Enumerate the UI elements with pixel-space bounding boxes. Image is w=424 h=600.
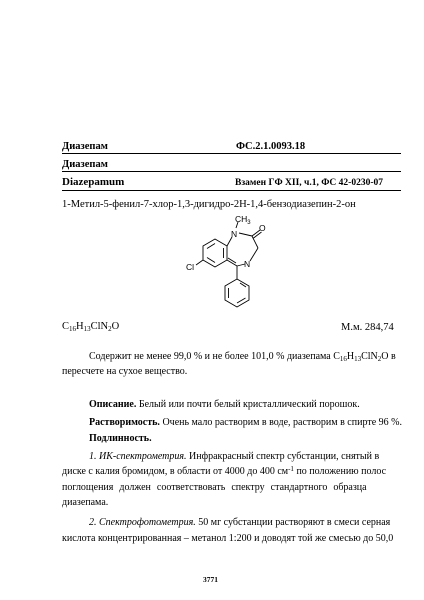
atom-n1: N	[231, 229, 238, 239]
monograph-code: ФС.2.1.0093.18	[236, 141, 306, 152]
atom-n4: N	[244, 259, 251, 269]
ir-line-1: 1. ИК-спектрометрия. Инфракрасный спектр субстанции, снятый в	[89, 451, 380, 462]
atom-ch3: $CH_3$	[235, 214, 251, 226]
description-label: Описание.	[89, 399, 137, 410]
monograph-name-ru-2: Диазепам	[62, 159, 108, 170]
ir-line-3: поглощения должен соответствовать спектру стандартного образца	[62, 482, 367, 493]
chemical-name: 1-Метил-5-фенил-7-хлор-1,3-дигидро-2Н-1,4-бензодиазепин-2-он	[62, 199, 356, 210]
atom-cl: Cl	[186, 262, 195, 272]
molecular-weight: М.м. 284,74	[341, 322, 394, 333]
diazepam-structure	[180, 212, 280, 322]
uv-line-1: 2. Спектрофотометрия. 50 мг субстанции растворяют в смеси серная	[89, 517, 391, 528]
page-number: 3771	[203, 575, 218, 584]
header-rule	[62, 190, 401, 191]
identification-label: Подлинность.	[89, 433, 152, 444]
monograph-replaces: Взамен ГФ XII, ч.1, ФС 42-0230-07	[235, 178, 383, 188]
ir-line-4: диазепама.	[62, 497, 109, 508]
solubility-label: Растворимость.	[89, 417, 160, 428]
molecular-formula: $C_{16}H_{13}ClN_2O$	[62, 321, 120, 333]
header-rule	[62, 171, 401, 172]
uv-line-2: кислота концентрированная – метанол 1:200 и доводят той же смесью до 50,0	[62, 533, 394, 544]
ir-label: 1. ИК-спектрометрия.	[89, 451, 187, 462]
solubility: Растворимость. Очень мало растворим в воде, растворим в спирте 96 %.	[89, 417, 402, 428]
monograph-name-ru: Диазепам	[62, 141, 108, 152]
atom-o: O	[259, 223, 266, 233]
header-rule	[62, 153, 401, 154]
content-line-1: Содержит не менее 99,0 % и не более 101,0 % диазепама $C_{16}H_{13}ClN_2O$ в	[89, 351, 396, 363]
ir-line-2: диске с калия бромидом, в области от 4000 до 400 $см^{-1}$ по положению полос	[62, 465, 387, 477]
description: Описание. Белый или почти белый кристаллический порошок.	[89, 399, 360, 410]
content-line-2: пересчете на сухое вещество.	[62, 366, 188, 377]
monograph-name-lat: Diazepamum	[62, 176, 125, 188]
uv-label: 2. Спектрофотометрия.	[89, 517, 196, 528]
